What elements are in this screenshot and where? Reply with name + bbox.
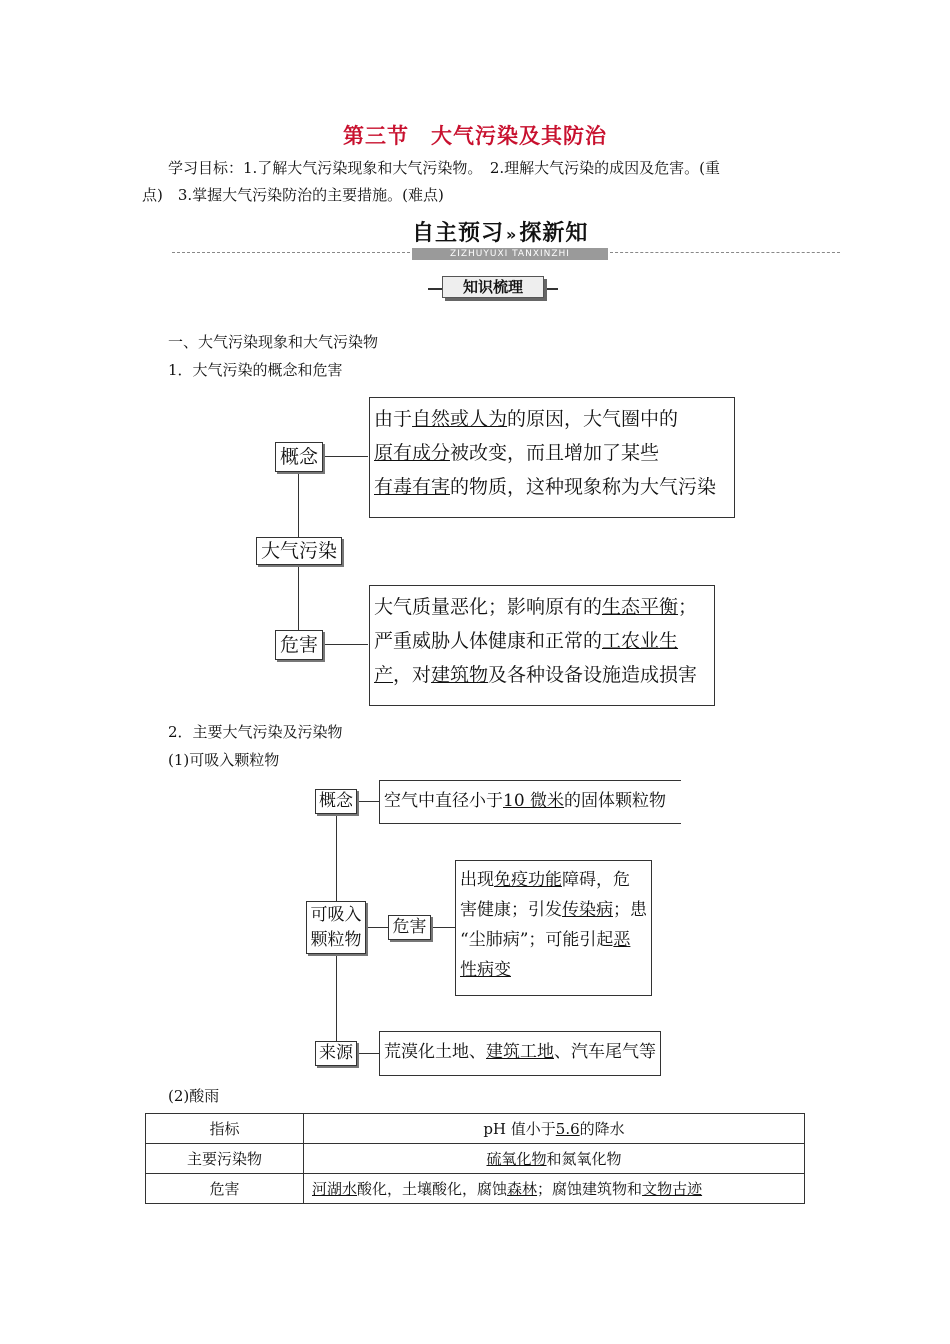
banner-divider-right <box>610 252 840 253</box>
concept-line: 由于自然或人为的原因，大气圈中的 <box>374 408 679 430</box>
connector <box>322 456 368 457</box>
subheading-1: 1．大气污染的概念和危害 <box>168 361 343 379</box>
connector <box>298 564 299 632</box>
connector <box>357 1053 379 1054</box>
connector <box>298 472 299 538</box>
section-banner <box>412 216 588 247</box>
particles-harm-line: 害健康；引发传染病；患 <box>460 900 647 920</box>
subheading-2b: (2)酸雨 <box>168 1087 220 1105</box>
center-node-air-pollution: 大气污染 <box>256 537 342 565</box>
banner-right: 探新知 <box>519 221 589 246</box>
table-cell-key: 指标 <box>146 1114 304 1144</box>
harm-label-2: 危害 <box>388 915 431 940</box>
section-label-line-left <box>428 288 442 290</box>
table-row <box>146 1114 805 1144</box>
particles-harm-line: 出现免疫功能障碍，危 <box>460 870 630 890</box>
concept-label: 概念 <box>275 442 323 472</box>
page-title: 第三节 大气污染及其防治 <box>343 123 607 148</box>
particles-harm-box <box>455 860 652 996</box>
connector <box>336 813 337 901</box>
subheading-2a: (1)可吸入颗粒物 <box>168 751 280 769</box>
acid-rain-table <box>145 1113 805 1204</box>
particles-harm-line: 性病变 <box>460 960 511 980</box>
connector <box>366 927 388 928</box>
heading-1: 一、大气污染现象和大气污染物 <box>168 333 379 351</box>
table-cell-value: 河湖水酸化，土壤酸化，腐蚀森林；腐蚀建筑物和文物古迹 <box>304 1174 805 1204</box>
section-label: 知识梳理 <box>442 276 544 298</box>
banner-divider-left <box>172 252 410 253</box>
harm-label: 危害 <box>275 630 323 660</box>
harm-box <box>369 585 715 706</box>
concept-label-2: 概念 <box>315 789 357 814</box>
table-row <box>146 1174 805 1204</box>
objectives-line-1: 学习目标：1.了解大气污染现象和大气污染物。 2.理解大气污染的成因及危害。(重 <box>168 159 720 177</box>
concept-line: 有毒有害的物质，这种现象称为大气污染 <box>374 476 717 498</box>
harm-line: 严重威胁人体健康和正常的工农业生 <box>374 630 679 652</box>
harm-line: 大气质量恶化；影响原有的生态平衡； <box>374 596 698 618</box>
table-cell-key: 危害 <box>146 1174 304 1204</box>
concept-box <box>369 397 735 518</box>
section-label-line-right <box>544 288 558 290</box>
particles-harm-line: “尘肺病”；可能引起恶 <box>460 930 631 950</box>
center-node-particles: 可吸入 颗粒物 <box>306 901 366 954</box>
connector <box>336 953 337 1042</box>
particles-concept-box: 空气中直径小于10 微米的固体颗粒物 <box>379 780 681 824</box>
banner-arrow-icon: » <box>506 225 518 244</box>
table-cell-value: 硫氧化物和氮氧化物 <box>304 1144 805 1174</box>
connector <box>431 927 455 928</box>
table-cell-value: pH 值小于5.6的降水 <box>304 1114 805 1144</box>
connector <box>322 644 368 645</box>
source-label: 来源 <box>315 1041 357 1066</box>
banner-left: 自主预习 <box>412 221 505 246</box>
objectives-line-2: 点) 3.掌握大气污染防治的主要措施。(难点) <box>142 186 444 204</box>
harm-line: 产，对建筑物及各种设备设施造成损害 <box>374 664 698 686</box>
table-row <box>146 1144 805 1174</box>
particles-source-box: 荒漠化土地、建筑工地、汽车尾气等 <box>379 1031 661 1076</box>
connector <box>357 801 379 802</box>
banner-pinyin: ZIZHUYUXI TANXINZHI <box>412 248 608 260</box>
table-cell-key: 主要污染物 <box>146 1144 304 1174</box>
concept-line: 原有成分被改变，而且增加了某些 <box>374 442 660 464</box>
subheading-2: 2．主要大气污染及污染物 <box>168 723 343 741</box>
